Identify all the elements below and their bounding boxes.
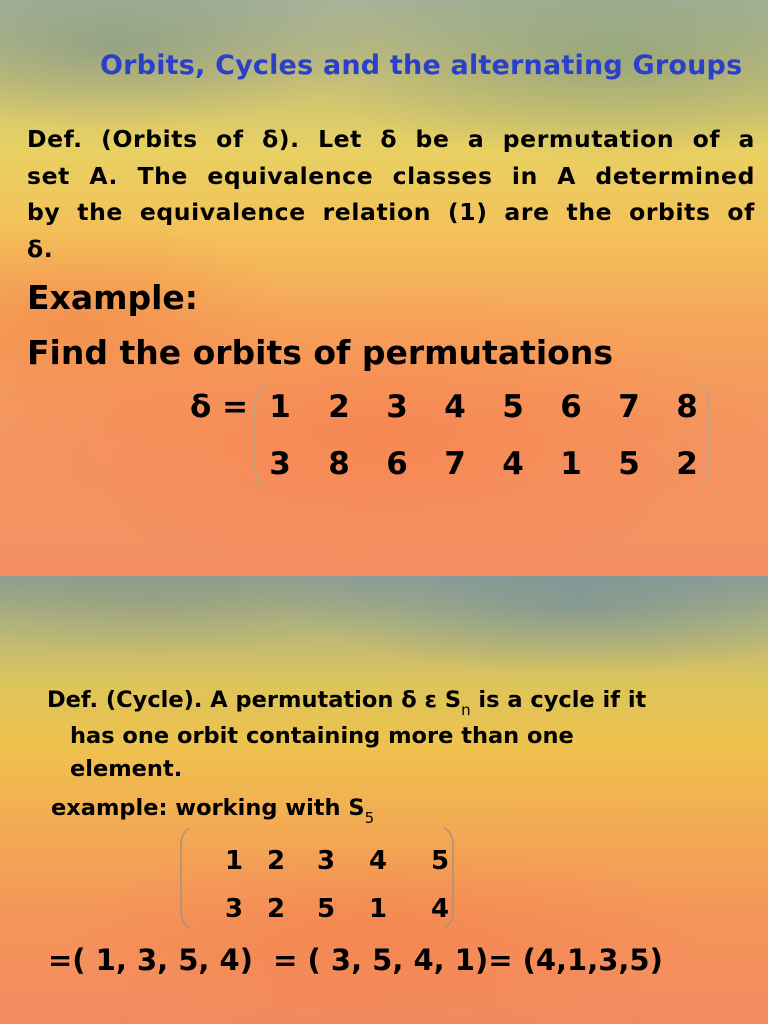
matrix-cell: 6: [386, 446, 408, 482]
definition-text: is a cycle if it: [470, 687, 647, 713]
matrix-cell: 8: [328, 446, 350, 482]
cycle-notation: =( 1, 3, 5, 4) = ( 3, 5, 4, 1)= (4,1,3,5): [48, 943, 663, 977]
matrix-cell: 5: [430, 846, 450, 876]
matrix-cell: 8: [676, 389, 698, 425]
definition-line: [47, 687, 647, 719]
definition-line: element.: [70, 756, 183, 782]
matrix-cell: 1: [269, 389, 291, 425]
matrix-cell: 5: [502, 389, 524, 425]
matrix-bottom-row: [0, 894, 768, 928]
matrix-cell: 3: [316, 846, 336, 876]
matrix-cell: 4: [444, 389, 466, 425]
cycle-definition: [47, 682, 646, 786]
orbit-definition: [27, 121, 755, 267]
matrix-cell: 2: [266, 846, 286, 876]
matrix-cell: 3: [269, 446, 291, 482]
matrix-cell: 4: [430, 894, 450, 924]
permutation-top-row: [0, 389, 768, 429]
definition-text: Def. (Cycle). A permutation δ ε S: [47, 687, 462, 713]
matrix-cell: 1: [224, 846, 244, 876]
matrix-cell: 2: [266, 894, 286, 924]
matrix-cell: 1: [368, 894, 388, 924]
matrix-top-row: [0, 846, 768, 880]
matrix-cell: 4: [368, 846, 388, 876]
definition-line: set A. The equivalence classes in A determined: [27, 161, 755, 190]
matrix-cell: 3: [386, 389, 408, 425]
matrix-cell: 5: [316, 894, 336, 924]
definition-line: Def. (Orbits of δ). Let δ be a permutation of a: [27, 125, 755, 153]
permutation-symbol: δ =: [190, 389, 249, 425]
matrix-cell: 7: [444, 446, 466, 482]
matrix-cell: 1: [560, 446, 582, 482]
definition-line: has one orbit containing more than one: [70, 723, 574, 749]
definition-line: by the equivalence relation (1) are the orbits of: [27, 198, 755, 226]
subscript-5: 5: [364, 809, 375, 827]
matrix-cell: 6: [560, 389, 582, 425]
matrix-cell: 2: [676, 446, 698, 482]
matrix-cell: 5: [618, 446, 640, 482]
slide-title: Orbits, Cycles and the alternating Groups: [100, 50, 743, 81]
example-heading: Example:: [27, 278, 198, 317]
example-task: Find the orbits of permutations: [27, 333, 613, 372]
matrix-cell: 3: [224, 894, 244, 924]
matrix-cell: 4: [502, 446, 524, 482]
permutation-bottom-row: [0, 446, 768, 486]
definition-line: δ.: [27, 234, 54, 263]
subscript-n: n: [461, 701, 471, 719]
matrix-cell: 7: [618, 389, 640, 425]
slide-cycles: [0, 576, 768, 1024]
example-label: example: working with S: [51, 795, 365, 821]
example-text: [51, 795, 375, 827]
matrix-cell: 2: [328, 389, 350, 425]
